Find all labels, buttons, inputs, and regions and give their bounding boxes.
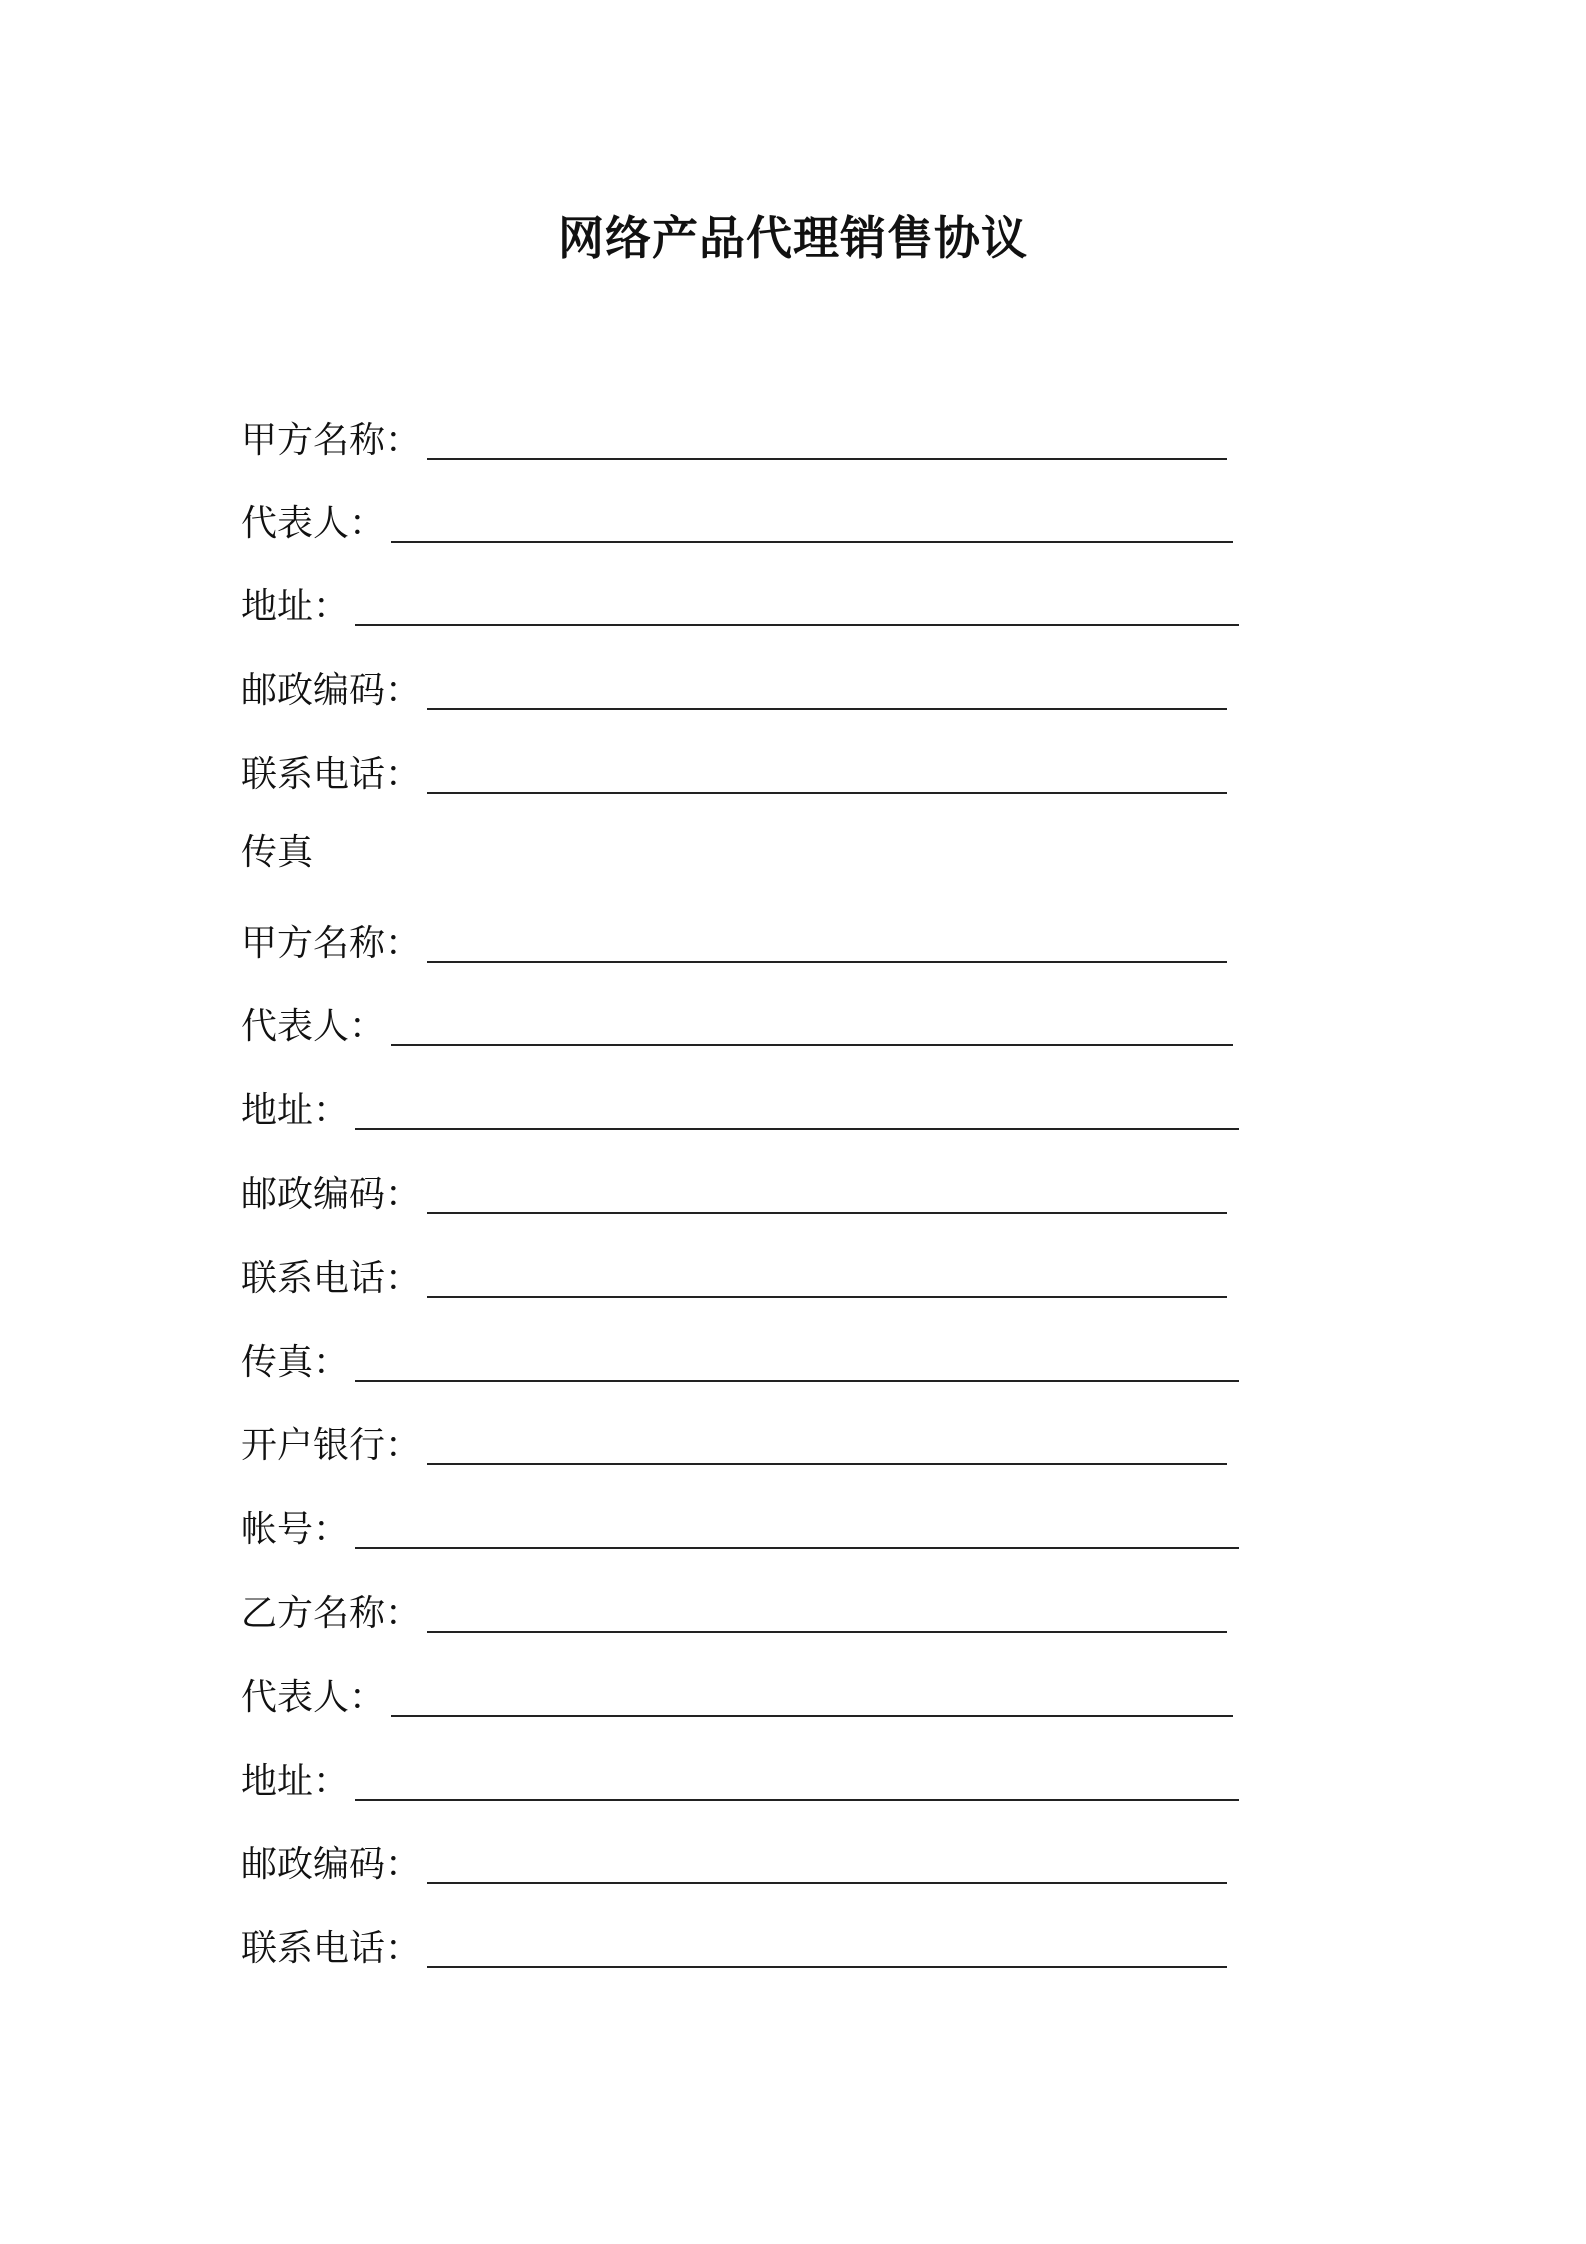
field-label: 代表人：	[241, 503, 386, 544]
field-row	[241, 1924, 1227, 1974]
blank-line	[427, 1212, 1227, 1214]
field-label: 邮政编码：	[241, 670, 422, 711]
field-row	[241, 1421, 1227, 1471]
field-label: 传真：	[241, 1342, 350, 1383]
blank-line	[391, 541, 1233, 543]
blank-line	[427, 792, 1227, 794]
blank-line	[427, 1463, 1227, 1465]
blank-line	[355, 1547, 1239, 1549]
field-row	[241, 1254, 1227, 1304]
field-row	[241, 582, 1239, 632]
field-label: 甲方名称：	[241, 420, 422, 461]
blank-line	[427, 1296, 1227, 1298]
field-row	[241, 828, 313, 878]
field-label: 联系电话：	[241, 1258, 422, 1299]
blank-line	[427, 1631, 1227, 1633]
blank-line	[355, 1380, 1239, 1382]
field-label: 甲方名称：	[241, 923, 422, 964]
field-label: 地址：	[241, 1090, 350, 1131]
field-row	[241, 1589, 1227, 1639]
field-row	[241, 919, 1227, 969]
field-label: 代表人：	[241, 1677, 386, 1718]
document-title: 网络产品代理销售协议	[558, 211, 1028, 265]
field-row	[241, 1170, 1227, 1220]
blank-line	[427, 1882, 1227, 1884]
field-label: 代表人：	[241, 1006, 386, 1047]
field-row	[241, 666, 1227, 716]
blank-line	[427, 708, 1227, 710]
field-label: 联系电话：	[241, 754, 422, 795]
field-row	[241, 1505, 1239, 1555]
field-row	[241, 416, 1227, 466]
blank-line	[427, 1966, 1227, 1968]
field-row	[241, 1086, 1239, 1136]
blank-line	[427, 961, 1227, 963]
blank-line	[355, 624, 1239, 626]
field-row	[241, 1673, 1233, 1723]
field-label: 邮政编码：	[241, 1174, 422, 1215]
field-label: 乙方名称：	[241, 1593, 422, 1634]
field-label: 地址：	[241, 1761, 350, 1802]
field-label: 帐号：	[241, 1509, 350, 1550]
blank-line	[355, 1799, 1239, 1801]
blank-line	[391, 1044, 1233, 1046]
blank-line	[427, 458, 1227, 460]
field-row	[241, 1002, 1233, 1052]
field-row	[241, 750, 1227, 800]
field-label: 邮政编码：	[241, 1844, 422, 1885]
field-label: 传真	[241, 832, 314, 873]
field-label: 地址：	[241, 586, 350, 627]
field-row	[241, 499, 1233, 549]
field-row	[241, 1840, 1227, 1890]
field-row	[241, 1757, 1239, 1807]
blank-line	[355, 1128, 1239, 1130]
blank-line	[391, 1715, 1233, 1717]
field-row	[241, 1338, 1239, 1388]
field-label: 开户银行：	[241, 1425, 422, 1466]
field-label: 联系电话：	[241, 1928, 422, 1969]
